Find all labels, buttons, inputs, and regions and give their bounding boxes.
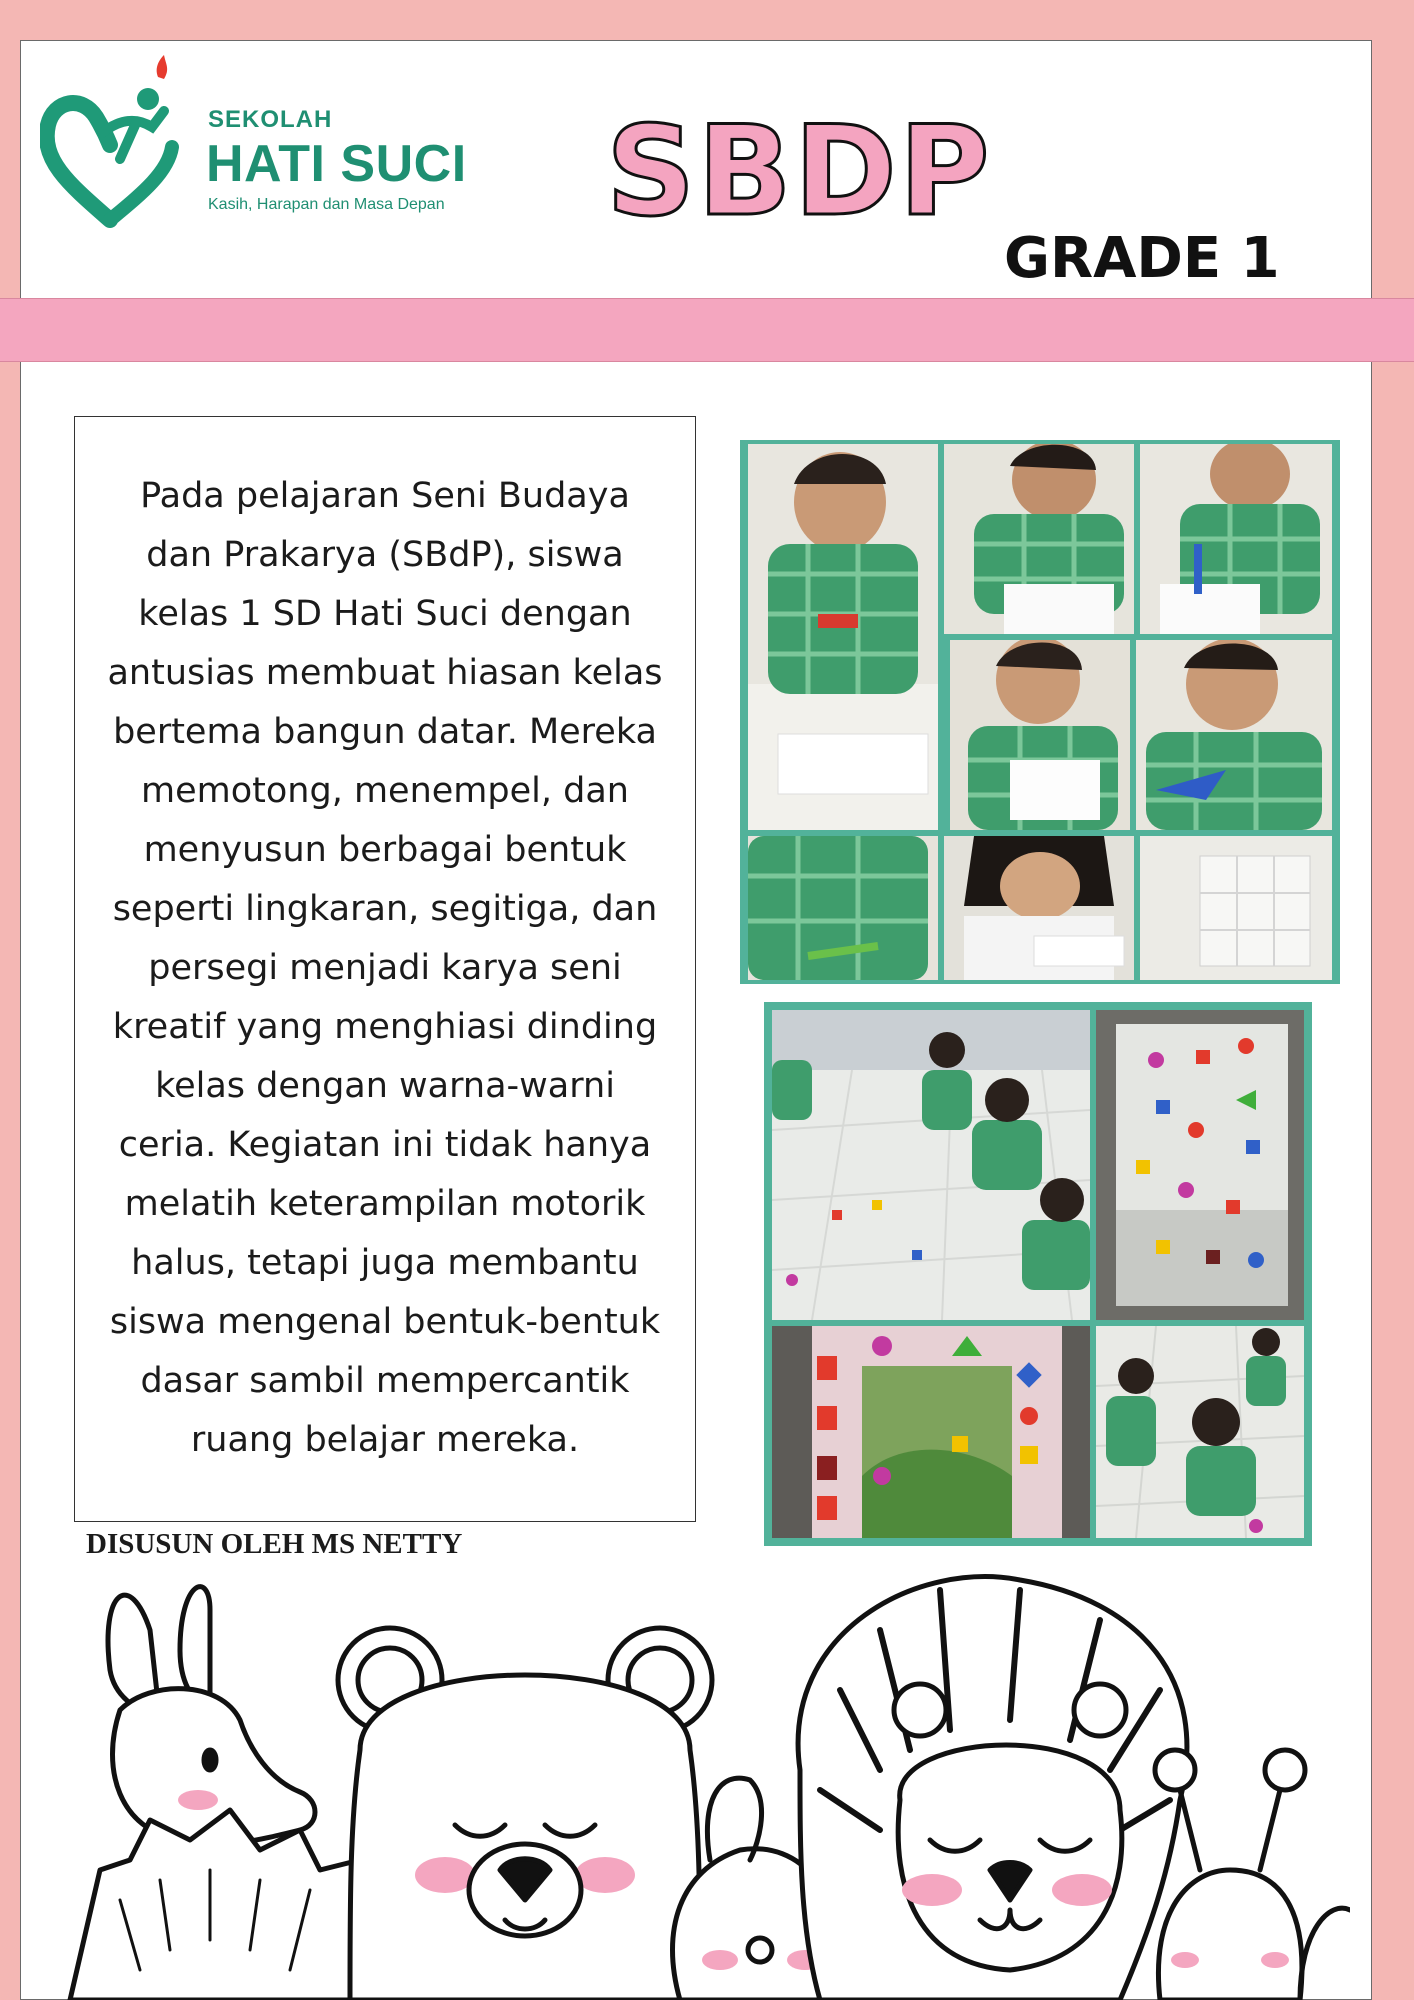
description-box bbox=[74, 416, 696, 1522]
paragraph-line: kelas dengan warna-warni bbox=[155, 1066, 615, 1106]
paragraph-line: kelas 1 SD Hati Suci dengan bbox=[138, 594, 632, 634]
paragraph-line: persegi menjadi karya seni bbox=[148, 948, 622, 988]
paragraph-line: halus, tetapi juga membantu bbox=[131, 1243, 639, 1283]
description-paragraph bbox=[93, 467, 677, 1470]
paragraph-line: Pada pelajaran Seni Budaya bbox=[140, 476, 630, 516]
header-band bbox=[0, 298, 1414, 362]
school-name: HATI SUCI bbox=[206, 135, 467, 193]
photo-paper-grid bbox=[1140, 836, 1332, 980]
paragraph-line: siswa mengenal bentuk-bentuk bbox=[109, 1302, 661, 1342]
photo-student-folding bbox=[950, 640, 1130, 830]
paragraph-line: dasar sambil mempercantik bbox=[140, 1361, 630, 1401]
photo-window-decoration bbox=[1096, 1010, 1304, 1320]
paragraph-line: memotong, menempel, dan bbox=[141, 771, 629, 811]
photo-student-scissors bbox=[944, 444, 1134, 634]
kangaroo-icon bbox=[108, 1587, 315, 1845]
bear-icon bbox=[338, 1628, 712, 2000]
photo-hands-cutting bbox=[748, 836, 938, 980]
paragraph-line: melatih keterampilan motorik bbox=[124, 1184, 646, 1224]
grade-label: GRADE 1 bbox=[1004, 226, 1280, 291]
photo-students-sitting bbox=[1096, 1326, 1304, 1538]
author-credit: DISUSUN OLEH MS NETTY bbox=[86, 1528, 463, 1560]
paragraph-line: menyusun berbagai bentuk bbox=[143, 830, 627, 870]
photo-student-working bbox=[1140, 444, 1332, 634]
paragraph-line: ceria. Kegiatan ini tidak hanya bbox=[118, 1125, 652, 1165]
photo-student-blue-scissors bbox=[1136, 640, 1332, 830]
photo-student-cutting bbox=[748, 444, 938, 830]
paragraph-line: kreatif yang menghiasi dinding bbox=[112, 1007, 658, 1047]
school-logo-icon bbox=[40, 55, 180, 230]
paragraph-line: seperti lingkaran, segitiga, dan bbox=[112, 889, 658, 929]
photo-collage-cutting bbox=[740, 440, 1340, 984]
paragraph-line: bertema bangun datar. Mereka bbox=[113, 712, 657, 752]
school-label-small: SEKOLAH bbox=[208, 106, 333, 133]
paragraph-line: dan Prakarya (SBdP), siswa bbox=[146, 535, 624, 575]
lion-icon bbox=[798, 1577, 1187, 2000]
snail-icon bbox=[1155, 1750, 1350, 2000]
photo-door-decoration bbox=[772, 1326, 1090, 1538]
photo-collage-decorations bbox=[764, 1002, 1312, 1546]
photo-girl-cutting bbox=[944, 836, 1134, 980]
paragraph-line: ruang belajar mereka. bbox=[190, 1420, 580, 1460]
photo-students-on-floor bbox=[772, 1010, 1090, 1320]
school-motto: Kasih, Harapan dan Masa Depan bbox=[208, 196, 445, 213]
animals-illustration bbox=[60, 1570, 1350, 2000]
paragraph-line: antusias membuat hiasan kelas bbox=[107, 653, 663, 693]
page-title: SBDP bbox=[606, 100, 992, 244]
